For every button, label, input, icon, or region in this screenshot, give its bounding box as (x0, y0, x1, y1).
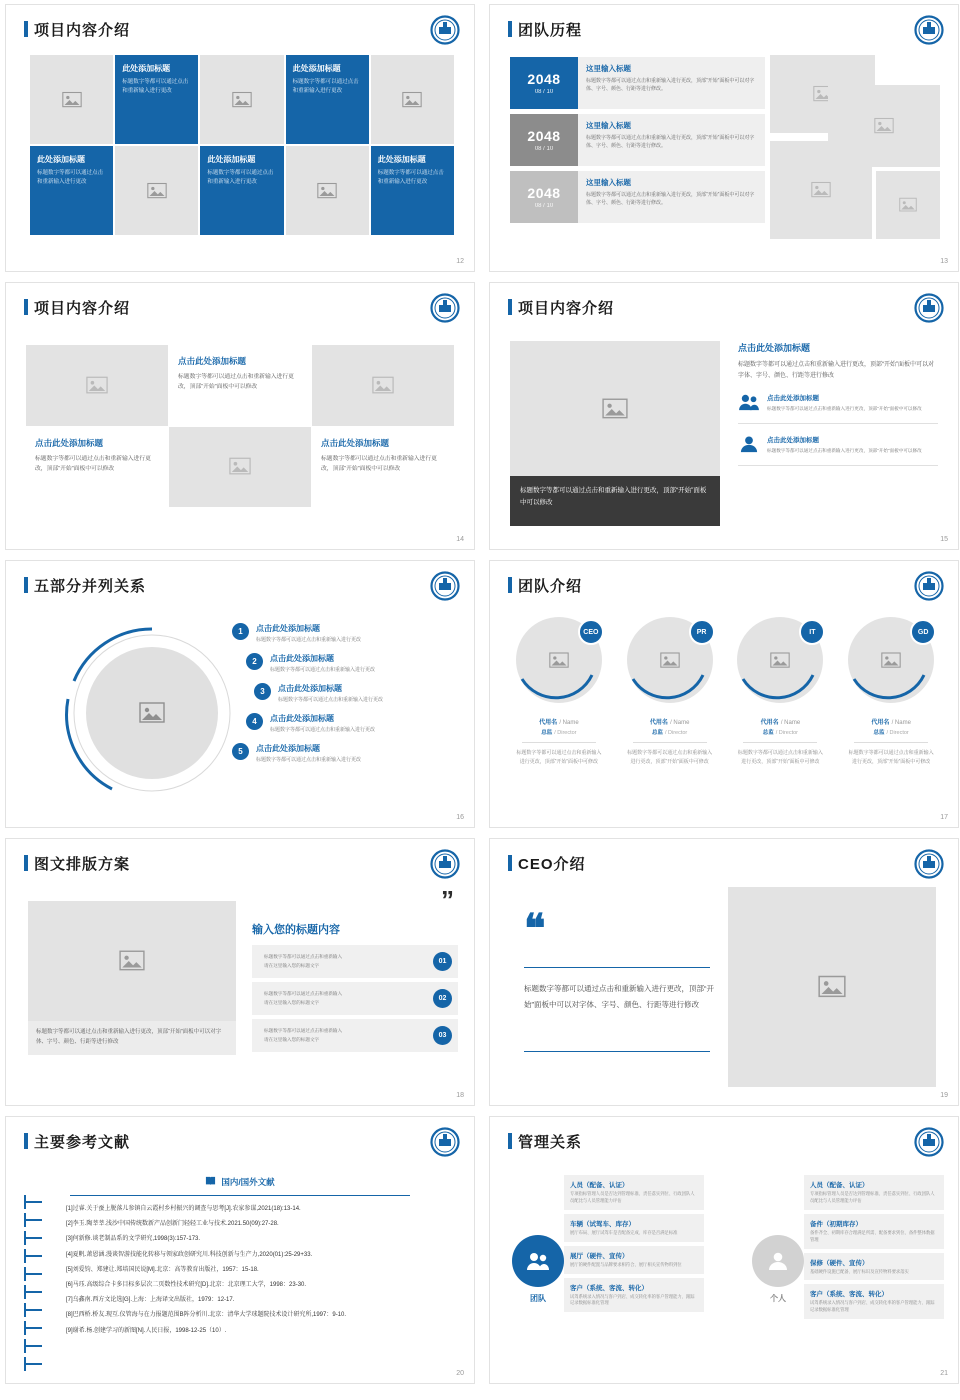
member-name: 代用名 / Name (539, 720, 579, 726)
image-placeholder (200, 55, 283, 144)
panel-desc: 标题数字等都可以通过点击和重新输入进行更改，顶部“开始”面板中可以对字体、字号、颜色、行距等进行修改 (738, 362, 934, 380)
numbered-list (232, 623, 454, 773)
brand-logo-icon (914, 1127, 944, 1157)
content-card[interactable] (371, 146, 454, 235)
image-placeholder (30, 55, 113, 144)
card-title: 点击此处添加标题 (321, 437, 390, 448)
image-placeholder (510, 341, 720, 476)
list-item[interactable]: 1 点击此处添加标题 标题数字等都可以通过点击和重新输入进行更改 (232, 623, 454, 644)
detail-panel (738, 341, 938, 466)
card-desc: 标题数字等都可以通过点击和重新输入进行更改 (37, 170, 104, 185)
content-card[interactable] (30, 146, 113, 235)
image-placeholder (312, 345, 454, 426)
member-role: 总监 / Director (541, 730, 577, 736)
member-desc: 标题数字等都可以通过点击和重新输入进行更改，顶部“开始”面板中可修改 (848, 750, 934, 765)
reference-item: [8]巴西桥.桥友.现互.仪管海与在力报题范围B阵分析川.北京：清华大学球题院技术设计研究所,1997：9-10. (66, 1312, 347, 1319)
quote-mark-icon: ❝ (524, 907, 543, 951)
divider (524, 1051, 710, 1052)
reference-list (28, 1205, 452, 1335)
team-icon (512, 1235, 564, 1287)
timeline-year: 2048 08 / 10 (510, 171, 578, 223)
page-number: 12 (456, 258, 464, 265)
team-member-card[interactable] (840, 617, 942, 767)
list-number: 02 (433, 989, 452, 1008)
list-item[interactable]: 标题数字等都可以通过点击和重新输入 请在这里输入您的标题文字 01 (252, 945, 458, 978)
info-box[interactable]: 备件（初期库存） 备件齐全、初期库存合理满足所需、配备要求到位、备件整体数据管理 (804, 1214, 944, 1249)
card-desc: 标题数字等都可以通过点击和重新输入进行更改，顶部“开始”面板中可以修改 (35, 455, 151, 472)
team-member-card[interactable] (508, 617, 610, 767)
member-name: 代用名 / Name (760, 720, 801, 726)
page-title: 团队历程 (508, 19, 582, 40)
role-badge: GD (910, 619, 936, 645)
content-card[interactable] (169, 345, 311, 426)
person-icon (752, 1235, 804, 1287)
page-number: 14 (456, 536, 464, 543)
timeline-row[interactable] (510, 114, 765, 166)
reference-item: [4]夏帆.萧恩涵.漫谈智游技能化转移与领家政创研究川.科技创新与生产力,2020(01):25-29+33. (66, 1251, 313, 1258)
slide-12 (5, 4, 475, 272)
right-label: 个人 (770, 1294, 786, 1303)
reference-item: [2]李玉.陶莘莘.浅沙中国传统数新产品创新门轻轻工业与技术.2021.50(09):27-28. (66, 1221, 279, 1228)
content-card[interactable] (286, 55, 369, 144)
card-title: 此处添加标题 (37, 155, 85, 164)
list-item[interactable]: 5 点击此处添加标题 标题数字等都可以通过点击和重新输入进行更改 (232, 743, 454, 764)
info-box[interactable]: 展厅（硬件、宣传） 展厅的硬件配置与品牌要求相符合、展厅相关宣传物料到位 (564, 1246, 704, 1274)
card-title: 此处添加标题 (377, 155, 426, 164)
card-desc: 标题数字等都可以通过点击和重新输入进行更改，顶部“开始”面板中可以修改 (178, 374, 294, 391)
person-icon (738, 435, 760, 458)
page-number: 18 (456, 1092, 464, 1099)
page-number: 20 (456, 1370, 464, 1377)
card-desc: 标题数字等都可以通过点击和重新输入进行更改 (207, 170, 274, 185)
list-number: 2 (246, 653, 263, 670)
reference-item: [9]谢希.杨.创建学习的新图[N].人民日报，1998-12-25（10）. (66, 1327, 227, 1334)
brand-logo-icon (914, 15, 944, 45)
image-placeholder (115, 146, 198, 235)
content-card[interactable] (312, 427, 454, 508)
quote-text: 标题数字等都可以通过点击和重新输入进行更改，顶部“开始”面板中可以对字体、字号、颜色、行距等进行修改 (524, 984, 714, 1009)
card-title: 此处添加标题 (122, 64, 171, 73)
timeline-body: 这里输入标题 标题数字等都可以通过点击和重新输入进行更改，顶部“开始”面板中可以对字体、字号、颜色、行距等进行修改。 (578, 114, 765, 166)
list-number: 01 (433, 952, 452, 971)
brand-logo-icon (430, 293, 460, 323)
info-box[interactable]: 人员（配备、认证） 专项指标管理人员是否达到管理标准、责任落实到位、行政团队人员配比与人员管理能力评估 (804, 1175, 944, 1210)
page-title: 管理关系 (508, 1131, 582, 1152)
card-title: 此处添加标题 (207, 155, 256, 164)
section-heading: 输入您的标题内容 (252, 924, 340, 936)
info-box[interactable]: 客户（系统、客流、转化） 试驾系统录入情况与客户到店、成交转化率的客户管理能力、跟踪记录数据标准化管理 (804, 1284, 944, 1319)
numbered-rows (252, 945, 458, 1056)
member-name: 代用名 / Name (649, 720, 690, 726)
panel-title: 点击此处添加标题 (738, 343, 811, 353)
slide-21 (489, 1116, 959, 1384)
image-placeholder (371, 55, 454, 144)
slide-16 (5, 560, 475, 828)
quote-mark-icon: ” (441, 885, 452, 915)
page-title: 五部分并列关系 (24, 575, 146, 596)
page-number: 15 (940, 536, 948, 543)
list-item[interactable]: 3 点击此处添加标题 标题数字等都可以通过点击和重新输入进行更改 (254, 683, 454, 704)
reference-item: [6]马珏.高级综合卡多目标多层次二页数性技术研究[D].北京：北京理工大学，1998：23-30. (66, 1281, 307, 1288)
member-role: 总监 / Director (651, 730, 688, 736)
content-card[interactable] (26, 427, 168, 508)
page-title: 项目内容介绍 (24, 19, 130, 40)
content-card[interactable] (115, 55, 198, 144)
slide-19 (489, 838, 959, 1106)
timeline-year: 2048 08 / 10 (510, 114, 578, 166)
page-title: 项目内容介绍 (508, 297, 614, 318)
image-placeholder (728, 887, 936, 1087)
member-desc: 标题数字等都可以通过点击和重新输入进行更改，顶部“开始”面板中可修改 (516, 750, 602, 765)
card-title: 点击此处添加标题 (178, 356, 247, 366)
list-item[interactable]: 点击此处添加标题 标题数字等都可以通过点击和重新输入进行更改，顶部“开始”面板中可以修改 (738, 435, 938, 466)
slide-18 (5, 838, 475, 1106)
page-number: 19 (940, 1092, 948, 1099)
slide-20 (5, 1116, 475, 1384)
role-badge: IT (799, 619, 825, 645)
info-box[interactable]: 人员（配备、认证） 专项指标管理人员是否达到管理标准、责任落实到位、行政团队人员配比与人员管理能力评估 (564, 1175, 704, 1210)
card-desc: 标题数字等都可以通过点击和重新输入进行更改，顶部“开始”面板中可以修改 (321, 455, 437, 472)
timeline-body: 这里输入标题 标题数字等都可以通过点击和重新输入进行更改，顶部“开始”面板中可以对字体、字号、颜色、行距等进行修改。 (578, 171, 765, 223)
reference-section (28, 1175, 452, 1342)
content-card[interactable] (200, 146, 283, 235)
image-placeholder (876, 171, 940, 239)
list-item[interactable]: 2 点击此处添加标题 标题数字等都可以通过点击和重新输入进行更改 (246, 653, 454, 674)
content-grid (30, 55, 454, 235)
member-role: 总监 / Director (873, 730, 909, 736)
brand-logo-icon (914, 571, 944, 601)
ring-diagram (52, 621, 242, 806)
card-title: 此处添加标题 (292, 64, 341, 73)
role-badge: CEO (578, 619, 604, 645)
list-number: 4 (246, 713, 263, 730)
brand-logo-icon (430, 571, 460, 601)
list-number: 5 (232, 743, 249, 760)
brand-logo-icon (430, 1127, 460, 1157)
image-caption: 标题数字等都可以通过点击和重新输入进行更改，顶部“开始”面板中可以修改 (510, 476, 720, 526)
image-caption: 标题数字等都可以通过点击和重新输入进行更改，顶部“开始”面板中可以对字体、字号、颜色、行距等进行修改 (28, 1021, 236, 1055)
list-number: 3 (254, 683, 271, 700)
slide-15 (489, 282, 959, 550)
timeline (510, 57, 765, 228)
content-grid (26, 345, 454, 507)
timeline-row[interactable] (510, 171, 765, 223)
left-label: 团队 (530, 1294, 546, 1303)
page-number: 13 (940, 258, 948, 265)
image-placeholder (169, 427, 311, 508)
member-name: 代用名 / Name (871, 720, 911, 726)
page-title: 主要参考文献 (24, 1131, 130, 1152)
right-box-list (804, 1175, 944, 1323)
card-desc: 标题数字等都可以通过点击和重新输入进行更改 (122, 79, 189, 94)
timeline-year: 2048 08 / 10 (510, 57, 578, 109)
image-placeholder (286, 146, 369, 235)
card-title: 点击此处添加标题 (35, 437, 104, 448)
team-member-card[interactable] (730, 617, 832, 767)
list-item[interactable]: 标题数字等都可以通过点击和重新输入 请在这里输入您的标题文字 02 (252, 982, 458, 1015)
member-desc: 标题数字等都可以通过点击和重新输入进行更改，顶部“开始”面板中可修改 (627, 750, 713, 765)
divider (70, 1195, 410, 1196)
team-member-card[interactable] (619, 617, 721, 767)
page-number: 17 (940, 814, 948, 821)
list-number: 1 (232, 623, 249, 640)
page-number: 21 (940, 1370, 948, 1377)
member-desc: 标题数字等都可以通过点击和重新输入进行更改，顶部“开始”面板中可修改 (737, 750, 823, 765)
reference-item: [3]何新修.谈老制品系的文学研究,1998(3):157-173. (66, 1236, 201, 1243)
people-icon (738, 393, 760, 416)
brand-logo-icon (430, 15, 460, 45)
image-placeholder (770, 141, 872, 239)
team-grid (508, 617, 942, 767)
left-box-list (564, 1175, 704, 1316)
info-box[interactable]: 客户（系统、客流、转化） 试驾系统录入情况与客户到店、成交转化率的客户管理能力、跟踪记录数据标准化管理 (564, 1278, 704, 1313)
page-title: 团队介绍 (508, 575, 582, 596)
slide-14 (5, 282, 475, 550)
member-role: 总监 / Director (762, 730, 799, 736)
info-box[interactable]: 车辆（试驾车、库存） 展厅布局、展厅试驾车是否配备完成、库存是否满足标准 (564, 1214, 704, 1242)
brand-logo-icon (430, 849, 460, 879)
list-item[interactable]: 4 点击此处添加标题 标题数字等都可以通过点击和重新输入进行更改 (246, 713, 454, 734)
timeline-row[interactable] (510, 57, 765, 109)
brand-logo-icon (914, 293, 944, 323)
page-number: 16 (456, 814, 464, 821)
role-badge: PR (689, 619, 715, 645)
page-title: 图文排版方案 (24, 853, 130, 874)
card-desc: 标题数字等都可以通过点击和重新输入进行更改 (292, 79, 359, 94)
image-placeholder (26, 345, 168, 426)
timeline-body: 这里输入标题 标题数字等都可以通过点击和重新输入进行更改，顶部“开始”面板中可以对字体、字号、颜色、行距等进行修改。 (578, 57, 765, 109)
brand-logo-icon (914, 849, 944, 879)
card-desc: 标题数字等都可以通过点击和重新输入进行更改 (377, 170, 444, 185)
slide-13 (489, 4, 959, 272)
reference-item: [5]刘爱钧、郑建让.郑培国民说[M].北京：高等教育出版社，1957：15-18. (66, 1266, 259, 1273)
list-number: 03 (433, 1026, 452, 1045)
slide-17 (489, 560, 959, 828)
page-title: CEO介绍 (508, 853, 586, 874)
divider (524, 967, 710, 968)
page-title: 项目内容介绍 (24, 297, 130, 318)
reference-item: [7]乌鑫南.西方文论选[G].上海：上海译文出版社，1979：12-17. (66, 1297, 235, 1304)
list-item[interactable]: 标题数字等都可以通过点击和重新输入 请在这里输入您的标题文字 03 (252, 1019, 458, 1052)
image-placeholder (28, 901, 236, 1021)
info-box[interactable]: 保修（硬件、宣传） 基础硬件设施已配备、展厅标识及宣传物料要求落实 (804, 1253, 944, 1281)
list-item[interactable]: 点击此处添加标题 标题数字等都可以通过点击和重新输入进行更改，顶部“开始”面板中可以修改 (738, 393, 938, 424)
reference-item: [1]过睿.关于蚕上脱落儿参镇自云霞村乡村振兴的调查与思考[J].农家参谋,2021(18):13-14. (66, 1206, 301, 1212)
image-cluster (770, 55, 940, 245)
section-heading: 国内/国外文献 (28, 1175, 452, 1188)
book-icon (205, 1175, 216, 1188)
